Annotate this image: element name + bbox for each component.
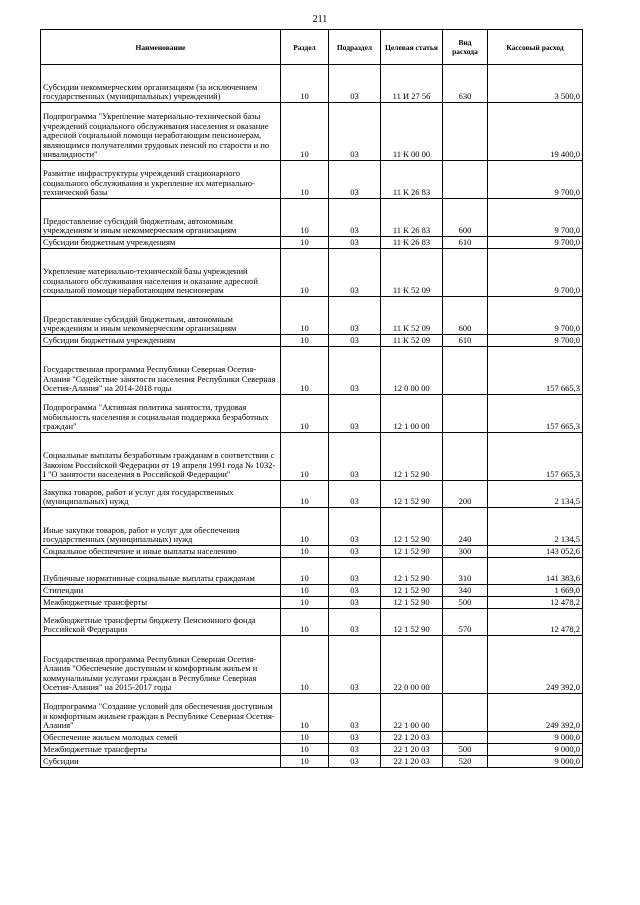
row-amount: 9 000,0 (488, 732, 583, 744)
row-target: 12 1 52 90 (381, 546, 443, 558)
row-amount: 143 052,6 (488, 546, 583, 558)
table-row (41, 249, 583, 297)
row-section: 10 (281, 103, 329, 161)
row-name: Иные закупки товаров, работ и услуг для обеспечения государственных (муниципальных) нужд (41, 508, 281, 546)
row-amount: 3 500,0 (488, 65, 583, 103)
row-subsection: 03 (329, 508, 381, 546)
row-subsection: 03 (329, 597, 381, 609)
row-section: 10 (281, 546, 329, 558)
row-section: 10 (281, 756, 329, 768)
row-amount: 9 000,0 (488, 756, 583, 768)
table-row (41, 395, 583, 433)
row-expense-type (443, 249, 488, 297)
row-expense-type (443, 636, 488, 694)
row-amount: 249 392,0 (488, 636, 583, 694)
row-target: 12 1 52 90 (381, 433, 443, 481)
row-section: 10 (281, 161, 329, 199)
row-target: 12 1 52 90 (381, 597, 443, 609)
table-row (41, 609, 583, 636)
row-section: 10 (281, 433, 329, 481)
row-name: Подпрограмма "Активная политика занятости, трудовая мобильность населения и социальная поддержка безработных граждан" (41, 395, 281, 433)
row-name: Публичные нормативные социальные выплаты гражданам (41, 558, 281, 585)
row-subsection: 03 (329, 732, 381, 744)
table-row (41, 335, 583, 347)
row-expense-type (443, 347, 488, 395)
row-target: 11 К 26 83 (381, 237, 443, 249)
row-target: 22 1 20 03 (381, 756, 443, 768)
row-name: Стипендии (41, 585, 281, 597)
row-subsection: 03 (329, 199, 381, 237)
table-row (41, 237, 583, 249)
row-name: Социальные выплаты безработным гражданам в соответствии с Законом Российской Федерации от 19 апреля 1991 года № 1032-I "О занятости населения в Российской Федерации" (41, 433, 281, 481)
row-subsection: 03 (329, 546, 381, 558)
row-name: Субсидии некоммерческим организациям (за исключением государственных (муниципальных) учреждений) (41, 65, 281, 103)
row-amount: 2 134,5 (488, 508, 583, 546)
row-name: Субсидии бюджетным учреждениям (41, 237, 281, 249)
row-subsection: 03 (329, 744, 381, 756)
table-row (41, 297, 583, 335)
table-row (41, 756, 583, 768)
row-amount: 9 700,0 (488, 297, 583, 335)
row-expense-type (443, 103, 488, 161)
table-body (41, 65, 583, 768)
table-row (41, 347, 583, 395)
row-subsection: 03 (329, 249, 381, 297)
header-name: Наименование (41, 30, 281, 65)
row-target: 12 1 52 90 (381, 585, 443, 597)
row-expense-type (443, 732, 488, 744)
row-target: 12 1 52 90 (381, 609, 443, 636)
row-amount: 157 665,3 (488, 395, 583, 433)
row-section: 10 (281, 744, 329, 756)
row-expense-type: 300 (443, 546, 488, 558)
table-header-row (41, 30, 583, 65)
row-section: 10 (281, 636, 329, 694)
row-amount: 157 665,3 (488, 433, 583, 481)
row-target: 12 1 52 90 (381, 508, 443, 546)
row-name: Подпрограмма "Создание условий для обеспечения доступным и комфортным жильем граждан в Республике Северная Осетия-Алания" (41, 694, 281, 732)
row-expense-type: 610 (443, 335, 488, 347)
row-target: 12 0 00 00 (381, 347, 443, 395)
row-section: 10 (281, 481, 329, 508)
table-row (41, 597, 583, 609)
row-name: Государственная программа Республики Северная Осетия-Алания "Обеспечение доступным и комфортным жильем и коммунальными услугами граждан в Республике Северная Осетия-Алания" на 2015-2017 годы (41, 636, 281, 694)
row-amount: 12 478,2 (488, 597, 583, 609)
table-row (41, 585, 583, 597)
row-subsection: 03 (329, 756, 381, 768)
table-row (41, 103, 583, 161)
row-expense-type: 340 (443, 585, 488, 597)
row-subsection: 03 (329, 103, 381, 161)
row-subsection: 03 (329, 65, 381, 103)
row-expense-type: 610 (443, 237, 488, 249)
row-target: 11 К 52 09 (381, 249, 443, 297)
row-name: Подпрограмма "Укрепление материально-технической базы учреждений социального обслуживания населения и оказание адресной социальной помощи неработающим пенсионерам, являющимся получателями трудовых пенсий по старости и по инвалидности" (41, 103, 281, 161)
row-amount: 9 700,0 (488, 249, 583, 297)
row-target: 11 К 52 09 (381, 335, 443, 347)
row-subsection: 03 (329, 694, 381, 732)
row-section: 10 (281, 732, 329, 744)
row-subsection: 03 (329, 335, 381, 347)
row-subsection: 03 (329, 585, 381, 597)
table-row (41, 558, 583, 585)
table-row (41, 744, 583, 756)
row-section: 10 (281, 585, 329, 597)
row-section: 10 (281, 558, 329, 585)
row-amount: 249 392,0 (488, 694, 583, 732)
row-expense-type: 200 (443, 481, 488, 508)
row-expense-type (443, 395, 488, 433)
page-number: 211 (312, 14, 328, 25)
row-name: Предоставление субсидий бюджетным, автономным учреждениям и иным некоммерческим организациям (41, 199, 281, 237)
row-section: 10 (281, 508, 329, 546)
row-subsection: 03 (329, 558, 381, 585)
row-amount: 141 383,6 (488, 558, 583, 585)
row-name: Межбюджетные трансферты бюджету Пенсионного фонда Российской Федерации (41, 609, 281, 636)
row-target: 22 1 20 03 (381, 744, 443, 756)
header-subsection: Подраздел (329, 30, 381, 65)
table-row (41, 161, 583, 199)
row-expense-type: 500 (443, 744, 488, 756)
row-name: Развитие инфраструктуры учреждений стационарного социального обслуживания и укрепление их материально-технической базы (41, 161, 281, 199)
row-expense-type: 500 (443, 597, 488, 609)
row-subsection: 03 (329, 237, 381, 249)
row-section: 10 (281, 597, 329, 609)
row-amount: 9 700,0 (488, 237, 583, 249)
row-name: Закупка товаров, работ и услуг для государственных (муниципальных) нужд (41, 481, 281, 508)
row-name: Укрепление материально-технической базы учреждений социального обслуживания населения и оказание адресной социальной помощи неработающим пенсионерам (41, 249, 281, 297)
row-expense-type: 520 (443, 756, 488, 768)
header-amount: Кассовый расход (488, 30, 583, 65)
table-row (41, 481, 583, 508)
table-row (41, 546, 583, 558)
row-subsection: 03 (329, 433, 381, 481)
row-expense-type: 570 (443, 609, 488, 636)
row-amount: 9 700,0 (488, 335, 583, 347)
row-amount: 12 478,2 (488, 609, 583, 636)
row-target: 11 И 27 56 (381, 65, 443, 103)
row-name: Предоставление субсидий бюджетным, автономным учреждениям и иным некоммерческим организациям (41, 297, 281, 335)
row-expense-type: 600 (443, 297, 488, 335)
row-amount: 9 000,0 (488, 744, 583, 756)
row-target: 22 0 00 00 (381, 636, 443, 694)
row-amount: 19 400,0 (488, 103, 583, 161)
row-expense-type: 310 (443, 558, 488, 585)
row-subsection: 03 (329, 636, 381, 694)
table-row (41, 636, 583, 694)
row-target: 11 К 26 83 (381, 161, 443, 199)
table-row (41, 199, 583, 237)
row-section: 10 (281, 297, 329, 335)
header-expense-type: Вид расхода (443, 30, 488, 65)
row-section: 10 (281, 335, 329, 347)
row-section: 10 (281, 249, 329, 297)
row-amount: 9 700,0 (488, 199, 583, 237)
row-name: Государственная программа Республики Северная Осетия-Алания "Содействие занятости населения Республики Северная Осетия-Алания" на 2014-2018 годы (41, 347, 281, 395)
row-expense-type (443, 694, 488, 732)
row-subsection: 03 (329, 347, 381, 395)
row-section: 10 (281, 65, 329, 103)
row-target: 12 1 52 90 (381, 481, 443, 508)
row-section: 10 (281, 395, 329, 433)
table-row (41, 508, 583, 546)
table-row (41, 694, 583, 732)
header-section: Раздел (281, 30, 329, 65)
row-target: 11 К 26 83 (381, 199, 443, 237)
row-amount: 157 665,3 (488, 347, 583, 395)
row-target: 11 К 00 00 (381, 103, 443, 161)
row-section: 10 (281, 237, 329, 249)
table-row (41, 433, 583, 481)
budget-table (40, 29, 583, 768)
row-expense-type: 600 (443, 199, 488, 237)
row-expense-type (443, 161, 488, 199)
row-name: Межбюджетные трансферты (41, 597, 281, 609)
row-subsection: 03 (329, 161, 381, 199)
row-expense-type (443, 433, 488, 481)
row-subsection: 03 (329, 609, 381, 636)
row-amount: 9 700,0 (488, 161, 583, 199)
row-section: 10 (281, 694, 329, 732)
row-subsection: 03 (329, 481, 381, 508)
row-target: 11 К 52 09 (381, 297, 443, 335)
row-section: 10 (281, 347, 329, 395)
row-amount: 2 134,5 (488, 481, 583, 508)
row-subsection: 03 (329, 395, 381, 433)
row-section: 10 (281, 199, 329, 237)
row-amount: 1 669,0 (488, 585, 583, 597)
table-row (41, 732, 583, 744)
row-target: 12 1 00 00 (381, 395, 443, 433)
row-name: Социальное обеспечение и иные выплаты населению (41, 546, 281, 558)
row-target: 22 1 00 00 (381, 694, 443, 732)
row-name: Обеспечение жильем молодых семей (41, 732, 281, 744)
row-target: 22 1 20 03 (381, 732, 443, 744)
row-name: Субсидии (41, 756, 281, 768)
row-name: Субсидии бюджетным учреждениям (41, 335, 281, 347)
row-name: Межбюджетные трансферты (41, 744, 281, 756)
row-subsection: 03 (329, 297, 381, 335)
header-target: Целевая статья (381, 30, 443, 65)
table-row (41, 65, 583, 103)
row-section: 10 (281, 609, 329, 636)
row-expense-type: 240 (443, 508, 488, 546)
row-target: 12 1 52 90 (381, 558, 443, 585)
row-expense-type: 630 (443, 65, 488, 103)
